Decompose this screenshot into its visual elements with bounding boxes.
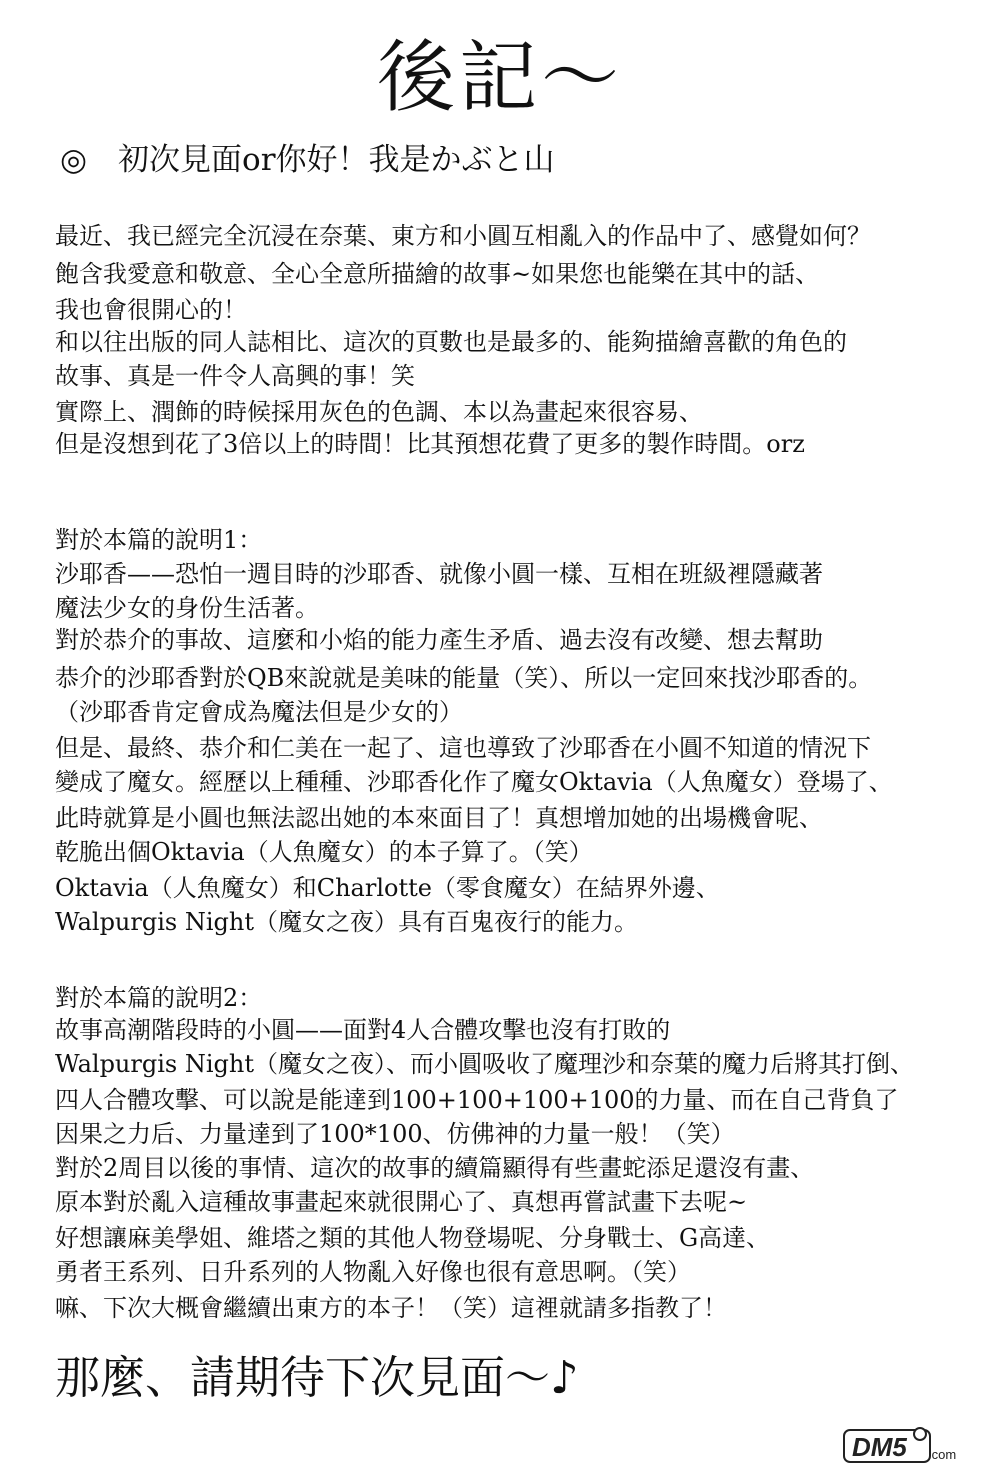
page-title: 後記～: [376, 33, 623, 123]
section-heading: 對於本篇的說明1：: [55, 526, 263, 554]
logo-text: DM5: [852, 1432, 907, 1462]
text-line: Oktavia（人魚魔女）和Charlotte（零食魔女）在結界外邊、: [55, 874, 720, 902]
text-line: 最近、我已經完全沉浸在奈葉、東方和小圓互相亂入的作品中了、感覺如何？: [55, 222, 871, 250]
text-line: 變成了魔女。經歷以上種種、沙耶香化作了魔女Oktavia（人魚魔女）登場了、: [55, 768, 893, 796]
text-line: 故事、真是一件令人高興的事！笑: [55, 362, 415, 390]
text-line: 原本對於亂入這種故事畫起來就很開心了、真想再嘗試畫下去呢~: [55, 1188, 748, 1216]
closing-line: 那麼、請期待下次見面～♪: [55, 1351, 579, 1404]
text-line: 對於恭介的事故、這麼和小焰的能力產生矛盾、過去沒有改變、想去幫助: [55, 626, 823, 654]
text-line: Walpurgis Night（魔女之夜）、而小圓吸收了魔理沙和奈葉的魔力后將其打倒、: [55, 1050, 914, 1078]
text-line: 好想讓麻美學姐、維塔之類的其他人物登場呢、分身戰士、G高達、: [55, 1224, 771, 1252]
section-heading: 對於本篇的說明2：: [55, 984, 263, 1012]
text-line: 飽含我愛意和敬意、全心全意所描繪的故事~如果您也能樂在其中的話、: [55, 260, 820, 288]
text-line: 因果之力后、力量達到了100*100、仿佛神的力量一般！（笑）: [55, 1120, 735, 1148]
text-line: 此時就算是小圓也無法認出她的本來面目了！真想增加她的出場機會呢、: [55, 804, 823, 832]
text-line: 對於2周目以後的事情、這次的故事的續篇顯得有些畫蛇添足還沒有畫、: [55, 1154, 815, 1182]
text-line: 和以往出版的同人誌相比、這次的頁數也是最多的、能夠描繪喜歡的角色的: [55, 328, 847, 356]
text-line: 恭介的沙耶香對於QB來說就是美味的能量（笑）、所以一定回來找沙耶香的。: [55, 664, 873, 692]
text-line: 乾脆出個Oktavia（人魚魔女）的本子算了。（笑）: [55, 838, 593, 866]
subtitle: ◎ 初次見面or你好！我是かぶと山: [60, 142, 555, 178]
text-line: 沙耶香——恐怕一週目時的沙耶香、就像小圓一樣、互相在班級裡隱藏著: [55, 560, 823, 588]
text-line: 但是沒想到花了3倍以上的時間！比其預想花費了更多的製作時間。orz: [55, 430, 805, 458]
text-line: 實際上、潤飾的時候採用灰色的色調、本以為畫起來很容易、: [55, 398, 703, 426]
logo-suffix: .com: [928, 1447, 957, 1462]
text-line: 魔法少女的身份生活著。: [55, 594, 319, 622]
text-line: 四人合體攻擊、可以說是能達到100+100+100+100的力量、而在自己背負了: [55, 1086, 899, 1114]
text-line: 嘛、下次大概會繼續出東方的本子！（笑）這裡就請多指教了！: [55, 1294, 727, 1322]
text-line: （沙耶香肯定會成為魔法但是少女的）: [55, 698, 463, 726]
text-line: 我也會很開心的！: [55, 296, 247, 324]
dm5-watermark-logo: [842, 1426, 964, 1466]
logo-accent-icon: [914, 1428, 926, 1440]
text-line: 勇者王系列、日升系列的人物亂入好像也很有意思啊。（笑）: [55, 1258, 691, 1286]
text-line: 但是、最終、恭介和仁美在一起了、這也導致了沙耶香在小圓不知道的情況下: [55, 734, 871, 762]
text-line: 故事高潮階段時的小圓——面對4人合體攻擊也沒有打敗的: [55, 1016, 671, 1044]
text-line: Walpurgis Night（魔女之夜）具有百鬼夜行的能力。: [55, 908, 638, 936]
